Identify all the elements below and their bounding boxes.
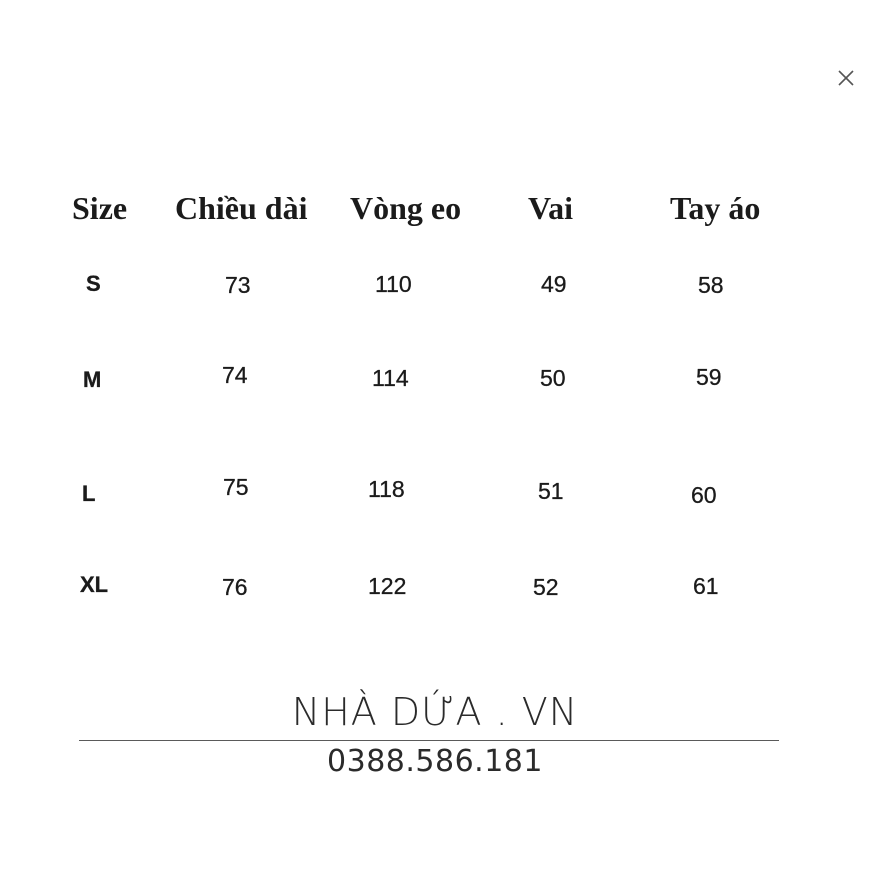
close-button[interactable] xyxy=(832,64,860,92)
brand-name: NHÀ DỨA . VN xyxy=(291,690,579,734)
header-sleeve: Tay áo xyxy=(670,190,761,226)
length-cell: 76 xyxy=(222,574,248,600)
header-waist: Vòng eo xyxy=(350,190,462,226)
size-cell: L xyxy=(82,481,96,506)
header-length: Chiều dài xyxy=(175,190,308,226)
divider xyxy=(79,740,779,741)
sleeve-cell: 60 xyxy=(691,482,717,508)
phone-number: 0388.586.181 xyxy=(327,744,543,779)
header-shoulder: Vai xyxy=(528,190,574,226)
shoulder-cell: 50 xyxy=(540,365,566,391)
sleeve-cell: 61 xyxy=(693,573,719,599)
waist-cell: 118 xyxy=(368,476,405,502)
waist-cell: 110 xyxy=(375,271,412,297)
length-cell: 75 xyxy=(223,474,249,500)
waist-cell: 114 xyxy=(372,365,409,391)
size-cell: M xyxy=(83,367,102,392)
size-cell: S xyxy=(86,271,101,296)
length-cell: 74 xyxy=(222,362,248,388)
shoulder-cell: 49 xyxy=(541,271,567,297)
waist-cell: 122 xyxy=(368,573,407,599)
shoulder-cell: 52 xyxy=(533,574,559,600)
length-cell: 73 xyxy=(225,272,251,298)
header-size: Size xyxy=(72,190,128,226)
close-icon xyxy=(832,64,860,92)
shoulder-cell: 51 xyxy=(538,478,564,504)
sleeve-cell: 58 xyxy=(698,272,724,298)
size-cell: XL xyxy=(80,572,109,597)
sleeve-cell: 59 xyxy=(696,364,722,390)
